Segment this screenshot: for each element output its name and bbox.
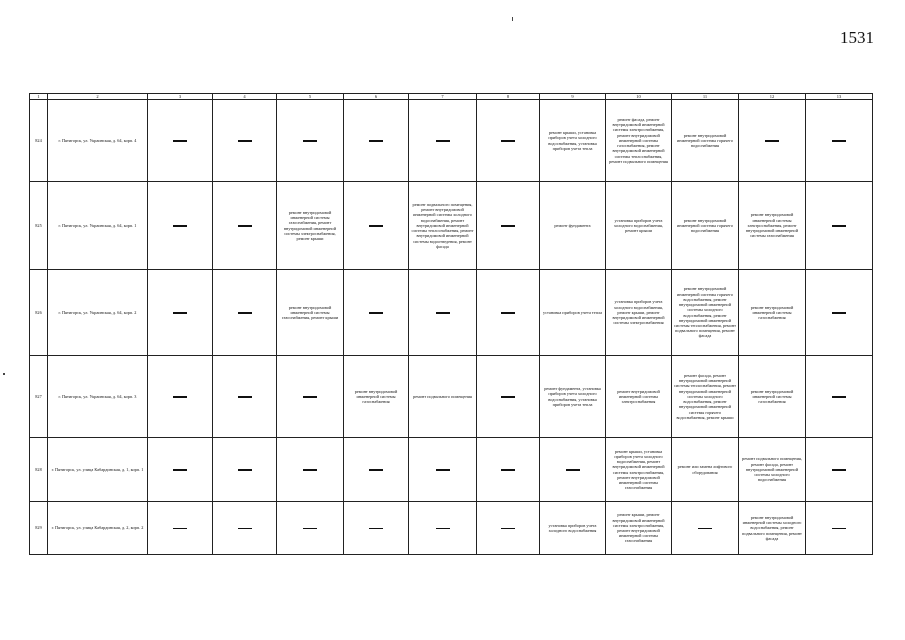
column-number: 2 — [48, 94, 148, 100]
column-number: 11 — [672, 94, 739, 100]
work-cell-col-10: ремонт фасада, ремонт внутридомовой инженерной системы электроснабжения, ремонт внутридомовой инженерной системы газоснабжения, ремонт внутридомовой инженерной системы теплоснабжения, ремонт подвального помещения — [606, 100, 672, 182]
work-cell-col-11: ремонт внутридомовой инженерной системы горячего водоснабжения, ремонт внутридомовой инженерной системы холодного водоснабжения, ремонт внутридомовой инженерной системы теплоснабжения, ремонт подвального помещения, ремонт фасада — [672, 270, 739, 356]
dash-mark — [698, 528, 712, 529]
work-cell-col-12: ремонт подвального помещения, ремонт фасада, ремонт внутридомовой инженерной системы холодного водоснабжения — [739, 438, 806, 502]
work-cell-col-6: ремонт внутридомовой инженерной системы газоснабжения — [344, 356, 409, 438]
table-row — [30, 438, 873, 502]
work-cell-col-10: ремонт крыши, ремонт внутридомовой инженерной системы электроснабжения, ремонт внутридомовой инженерной системы газоснабжения — [606, 502, 672, 555]
dash-mark — [501, 312, 515, 313]
dash-mark — [303, 469, 317, 470]
dash-mark — [832, 312, 846, 313]
empty-cell-dash — [277, 438, 344, 502]
dash-mark — [303, 396, 317, 397]
dash-mark — [501, 140, 515, 141]
dash-mark — [369, 312, 383, 313]
work-cell-col-11: ремонт или замена лифтового оборудования — [672, 438, 739, 502]
dash-mark — [832, 528, 846, 529]
empty-cell-dash — [213, 182, 277, 270]
dash-mark — [173, 140, 187, 141]
empty-cell-dash — [213, 502, 277, 555]
empty-cell-dash — [806, 502, 873, 555]
column-number: 8 — [477, 94, 540, 100]
empty-cell-dash — [344, 502, 409, 555]
work-cell-col-9: ремонт фундамента — [540, 182, 606, 270]
empty-cell-dash — [806, 356, 873, 438]
empty-cell-dash — [477, 270, 540, 356]
dash-mark — [566, 469, 580, 470]
repair-schedule-table — [29, 93, 873, 555]
empty-cell-dash — [148, 438, 213, 502]
table-row — [30, 270, 873, 356]
work-cell-col-12: ремонт внутридомовой инженерной системы электроснабжения, ремонт внутридомовой инженерной системы газоснабжения — [739, 182, 806, 270]
dash-mark — [238, 312, 252, 313]
empty-cell-dash — [277, 502, 344, 555]
dash-mark — [436, 469, 450, 470]
empty-cell-dash — [477, 182, 540, 270]
work-cell-col-9: ремонт фундамента, установка приборов учета холодного водоснабжения, установка приборов учета тепла — [540, 356, 606, 438]
row-number: 825 — [30, 182, 48, 270]
empty-cell-dash — [409, 100, 477, 182]
work-cell-col-10: ремонт крыши, установка приборов учета холодного водоснабжения, ремонт внутридомовой инженерной системы электроснабжения, ремонт внутридомовой инженерной системы газоснабжения — [606, 438, 672, 502]
table-row — [30, 502, 873, 555]
work-cell-col-12: ремонт внутридомовой инженерной системы холодного водоснабжения, ремонт подвального помещения, ремонт фасада — [739, 502, 806, 555]
dash-mark — [173, 528, 187, 529]
address-cell: г. Пятигорск, ул. Украинская, д. 64, корп. 3 — [48, 356, 148, 438]
table-row — [30, 100, 873, 182]
address-cell: г. Пятигорск, ул. улица Кабардинская, д. 1, корп. 1 — [48, 438, 148, 502]
address-cell: г. Пятигорск, ул. Украинская, д. 64, корп. 1 — [48, 182, 148, 270]
empty-cell-dash — [344, 270, 409, 356]
column-number: 9 — [540, 94, 606, 100]
empty-cell-dash — [739, 100, 806, 182]
page-number: 1531 — [840, 28, 874, 47]
dash-mark — [173, 469, 187, 470]
column-number: 1 — [30, 94, 48, 100]
empty-cell-dash — [148, 356, 213, 438]
empty-cell-dash — [344, 438, 409, 502]
dash-mark — [436, 528, 450, 529]
dash-mark — [369, 225, 383, 226]
address-cell: г. Пятигорск, ул. улица Кабардинская, д. 2, корп. 2 — [48, 502, 148, 555]
empty-cell-dash — [672, 502, 739, 555]
work-cell-col-12: ремонт внутридомовой инженерной системы газоснабжения — [739, 270, 806, 356]
dash-mark — [832, 225, 846, 226]
address-cell: г. Пятигорск, ул. Украинская, д. 64, корп. 2 — [48, 270, 148, 356]
empty-cell-dash — [409, 270, 477, 356]
dash-mark — [238, 396, 252, 397]
dash-mark — [173, 225, 187, 226]
row-number: 824 — [30, 100, 48, 182]
dash-mark — [436, 312, 450, 313]
column-number: 3 — [148, 94, 213, 100]
row-number: 829 — [30, 502, 48, 555]
dash-mark — [238, 140, 252, 141]
dash-mark — [501, 225, 515, 226]
column-number: 4 — [213, 94, 277, 100]
dash-mark — [238, 225, 252, 226]
row-number: 827 — [30, 356, 48, 438]
dash-mark — [173, 312, 187, 313]
empty-cell-dash — [409, 502, 477, 555]
dash-mark — [238, 528, 252, 529]
column-number: 5 — [277, 94, 344, 100]
empty-cell-dash — [277, 356, 344, 438]
scan-mark-left — [3, 373, 5, 375]
empty-cell-dash — [213, 270, 277, 356]
address-cell: г. Пятигорск, ул. Украинская, д. 64, корп. 4 — [48, 100, 148, 182]
empty-cell-dash — [477, 438, 540, 502]
scan-mark-top — [512, 17, 513, 21]
work-cell-col-10: ремонт внутридомовой инженерной системы электроснабжения — [606, 356, 672, 438]
dash-mark — [501, 528, 515, 529]
dash-mark — [765, 140, 779, 141]
dash-mark — [173, 396, 187, 397]
work-cell-col-12: ремонт внутридомовой инженерной системы газоснабжения — [739, 356, 806, 438]
empty-cell-dash — [213, 100, 277, 182]
table-row — [30, 182, 873, 270]
empty-cell-dash — [344, 182, 409, 270]
column-number: 6 — [344, 94, 409, 100]
dash-mark — [436, 140, 450, 141]
column-number: 7 — [409, 94, 477, 100]
empty-cell-dash — [409, 438, 477, 502]
dash-mark — [303, 528, 317, 529]
dash-mark — [832, 469, 846, 470]
empty-cell-dash — [148, 270, 213, 356]
empty-cell-dash — [148, 502, 213, 555]
dash-mark — [369, 140, 383, 141]
empty-cell-dash — [344, 100, 409, 182]
dash-mark — [369, 528, 383, 529]
work-cell-col-7: ремонт подвального помещения, ремонт внутридомовой инженерной системы холодного водоснабжения, ремонт внутридомовой инженерной системы теплоснабжения, ремонт внутридомовой инженерной системы водоотведения, ремонт фасада — [409, 182, 477, 270]
dash-mark — [832, 140, 846, 141]
dash-mark — [303, 140, 317, 141]
empty-cell-dash — [477, 100, 540, 182]
work-cell-col-11: ремонт внутридомовой инженерной системы горячего водоснабжения — [672, 182, 739, 270]
empty-cell-dash — [213, 438, 277, 502]
empty-cell-dash — [148, 182, 213, 270]
dash-mark — [238, 469, 252, 470]
column-number: 13 — [806, 94, 873, 100]
empty-cell-dash — [477, 356, 540, 438]
work-cell-col-9: установка приборов учета тепла — [540, 270, 606, 356]
dash-mark — [369, 469, 383, 470]
empty-cell-dash — [148, 100, 213, 182]
work-cell-col-7: ремонт подвального помещения — [409, 356, 477, 438]
empty-cell-dash — [477, 502, 540, 555]
work-cell-col-10: установка приборов учета холодного водоснабжения, ремонт крыши — [606, 182, 672, 270]
work-cell-col-5: ремонт внутридомовой инженерной системы газоснабжения, ремонт внутридомовой инженерной системы электроснабжения, ремонт крыши — [277, 182, 344, 270]
dash-mark — [501, 469, 515, 470]
empty-cell-dash — [806, 270, 873, 356]
empty-cell-dash — [277, 100, 344, 182]
dash-mark — [501, 396, 515, 397]
row-number: 826 — [30, 270, 48, 356]
dash-mark — [832, 396, 846, 397]
empty-cell-dash — [213, 356, 277, 438]
work-cell-col-5: ремонт внутридомовой инженерной системы газоснабжения, ремонт крыши — [277, 270, 344, 356]
empty-cell-dash — [806, 182, 873, 270]
table-body — [30, 94, 873, 555]
empty-cell-dash — [806, 438, 873, 502]
work-cell-col-11: ремонт внутридомовой инженерной системы горячего водоснабжения — [672, 100, 739, 182]
work-cell-col-10: установка приборов учета холодного водоснабжения, ремонт крыши, ремонт внутридомовой инженерной системы электроснабжения — [606, 270, 672, 356]
work-cell-col-9: установка приборов учета холодного водоснабжения — [540, 502, 606, 555]
column-number: 10 — [606, 94, 672, 100]
empty-cell-dash — [540, 438, 606, 502]
empty-cell-dash — [806, 100, 873, 182]
column-number: 12 — [739, 94, 806, 100]
work-cell-col-11: ремонт фасада, ремонт внутридомовой инженерной системы теплоснабжения, ремонт внутридомовой инженерной системы холодного водоснабжения, ремонт внутридомовой инженерной системы горячего водоснабжения, ремонт крыши — [672, 356, 739, 438]
work-cell-col-9: ремонт крыши, установка приборов учета холодного водоснабжения, установка приборов учета тепла — [540, 100, 606, 182]
table-row — [30, 356, 873, 438]
row-number: 828 — [30, 438, 48, 502]
